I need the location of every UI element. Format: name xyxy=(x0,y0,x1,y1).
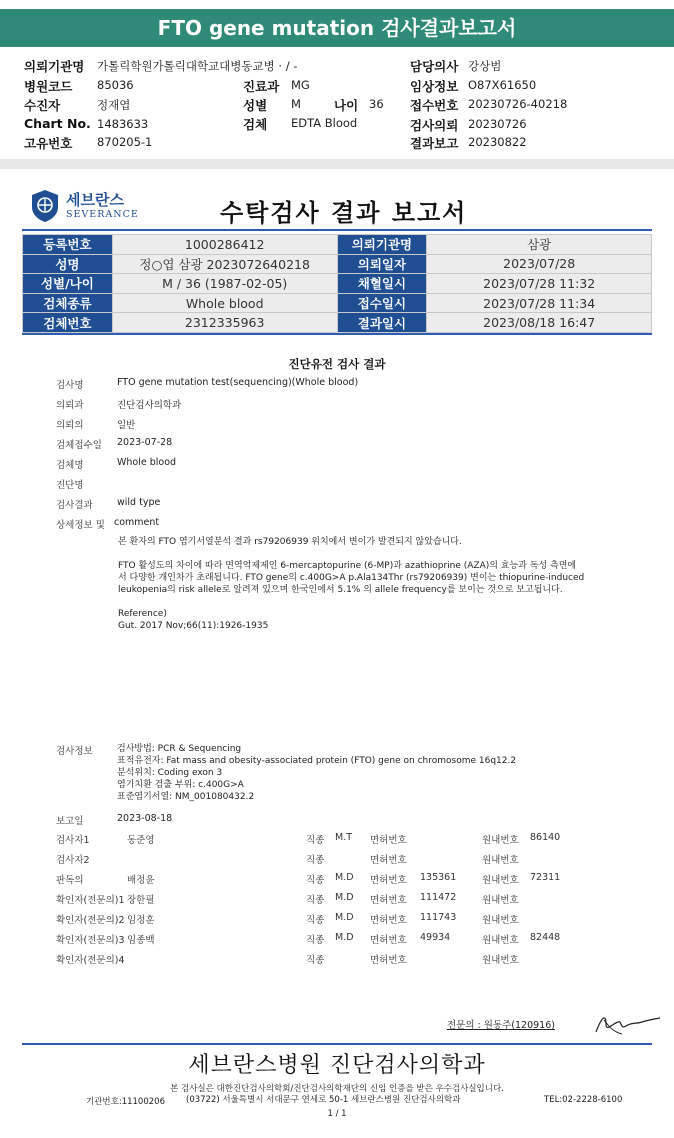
unique-id-label: 고유번호 xyxy=(24,136,73,151)
method-line: 검사방법: PCR & Sequencing xyxy=(117,744,242,754)
table-bottom-divider xyxy=(22,333,652,335)
signature-license-label: 면허번호 xyxy=(370,935,407,946)
signature-job-label: 직종 xyxy=(306,875,325,886)
comment-line: Reference) xyxy=(118,609,167,619)
signature-job: M.D xyxy=(335,872,354,883)
signature-id-label: 원내번호 xyxy=(482,935,519,946)
comment-line: Gut. 2017 Nov;66(11):1926-1935 xyxy=(118,621,269,631)
signature-id-label: 원내번호 xyxy=(482,875,519,886)
signature-license-label: 면허번호 xyxy=(370,895,407,906)
signature-license-label: 면허번호 xyxy=(370,835,407,846)
footer-title: 세브란스병원 진단검사의학과 xyxy=(188,1053,486,1078)
signature-job-label: 직종 xyxy=(306,855,325,866)
signature-role: 검사자2 xyxy=(56,855,90,866)
table-value-cell: 삼광 xyxy=(427,235,652,255)
table-value-cell: 2023/08/18 16:47 xyxy=(427,313,652,333)
method-line: 분석위치: Coding exon 3 xyxy=(117,768,223,778)
field-label: 검체접수일 xyxy=(56,440,102,451)
document-title: 수탁검사 결과 보고서 xyxy=(220,199,468,227)
table-value-cell: 정○엽 삼광 2023072640218 xyxy=(112,254,337,274)
method-line: 표적유전자: Fat mass and obesity-associated protein (FTO) gene on chromosome 16q12.2 xyxy=(117,756,517,766)
signature-license-label: 면허번호 xyxy=(370,955,407,966)
result-section-title: 진단유전 검사 결과 xyxy=(288,357,386,371)
signature-job: M.D xyxy=(335,912,354,923)
field-label: 검사결과 xyxy=(56,500,93,511)
signature-id-label: 원내번호 xyxy=(482,895,519,906)
field-label: 진단명 xyxy=(56,480,84,491)
doctor-value: 강상범 xyxy=(468,59,502,73)
method-label: 검사정보 xyxy=(56,746,93,757)
hospital-code-value: 85036 xyxy=(97,78,134,92)
field-label: 의뢰의 xyxy=(56,420,84,431)
table-row xyxy=(23,254,652,274)
sex-value: M xyxy=(291,97,301,111)
comment-line: FTO 활성도의 차이에 따라 면역억제제인 6-mercaptopurine (6-MP)과 azathioprine (AZA)의 효능과 독성 측면에 xyxy=(118,561,577,571)
table-header-cell: 접수일시 xyxy=(337,293,427,313)
signature-license-label: 면허번호 xyxy=(370,855,407,866)
address-text: (03722) 서울특별시 서대문구 연세로 50-1 세브란스병원 진단검사의학과 xyxy=(186,1095,461,1105)
field-value: 일반 xyxy=(117,420,136,431)
field-label: 검사명 xyxy=(56,380,84,391)
signature-id: 72311 xyxy=(530,872,561,883)
table-header-cell: 결과일시 xyxy=(337,313,427,333)
signature-name: 동준영 xyxy=(127,835,155,846)
signature-name: 임종백 xyxy=(127,935,155,946)
department-label: 진료과 xyxy=(243,79,280,94)
clinical-info-value: O87X61650 xyxy=(468,78,537,92)
field-value: Whole blood xyxy=(117,457,177,468)
signature-job: M.D xyxy=(335,892,354,903)
handwritten-signature-icon xyxy=(592,1010,662,1040)
table-value-cell: Whole blood xyxy=(112,293,337,313)
table-row xyxy=(23,274,652,294)
comment-block xyxy=(118,536,584,632)
comment-line xyxy=(118,596,584,608)
report-main-title: FTO gene mutation 검사결과보고서 xyxy=(0,9,674,47)
table-value-cell: 2023/07/28 11:34 xyxy=(427,293,652,313)
age-label: 나이 xyxy=(334,98,359,113)
table-row xyxy=(23,293,652,313)
comment-line xyxy=(118,548,584,560)
patient-label: 수진자 xyxy=(24,98,61,113)
signature-id-label: 원내번호 xyxy=(482,835,519,846)
method-line: 표준염기서열: NM_001080432.2 xyxy=(117,792,255,802)
chart-no-value: 1483633 xyxy=(97,117,149,131)
request-date-label: 검사의뢰 xyxy=(410,118,459,133)
field-value: FTO gene mutation test(sequencing)(Whole blood) xyxy=(117,377,359,388)
signature-role: 검사자1 xyxy=(56,835,90,846)
signature-name: 장한필 xyxy=(127,895,155,906)
table-row xyxy=(23,313,652,333)
specialist-name: 전문의 : 원동주(120916) xyxy=(447,1020,555,1031)
referring-institution-value: 가톨릭학원가톨릭대학교대병동교병 · / - xyxy=(97,59,298,73)
table-value-cell: 2023/07/28 11:32 xyxy=(427,274,652,294)
table-header-cell: 채혈일시 xyxy=(337,274,427,294)
method-block xyxy=(117,743,516,803)
signature-role: 확인자(전문의)3 xyxy=(56,935,125,946)
signature-license: 111743 xyxy=(420,912,457,923)
signature-id: 86140 xyxy=(530,832,561,843)
field-value: wild type xyxy=(117,497,161,508)
certification-text: 본 검사실은 대한진단검사의학회/진단검사의학재단의 신임 인증을 받은 우수검사실입니다. xyxy=(170,1084,504,1094)
signature-role: 확인자(전문의)4 xyxy=(56,955,125,966)
comment-line: 본 환자의 FTO 염기서열분석 결과 rs79206939 위치에서 변이가 발견되지 않았습니다. xyxy=(118,537,462,547)
table-header-cell: 등록번호 xyxy=(23,235,113,255)
signature-role: 확인자(전문의)2 xyxy=(56,915,125,926)
signature-id-label: 원내번호 xyxy=(482,915,519,926)
logo-korean-text: 세브란스 xyxy=(66,191,124,209)
signature-job-label: 직종 xyxy=(306,935,325,946)
table-header-cell: 검체종류 xyxy=(23,293,113,313)
table-header-cell: 검체번호 xyxy=(23,313,113,333)
signature-job-label: 직종 xyxy=(306,835,325,846)
department-value: MG xyxy=(291,78,310,92)
field-value: 진단검사의학과 xyxy=(117,400,182,411)
age-value: 36 xyxy=(369,97,384,111)
footer-divider xyxy=(22,1043,652,1045)
request-date-value: 20230726 xyxy=(468,117,527,131)
field-value: 2023-07-28 xyxy=(117,437,173,448)
signature-id-label: 원내번호 xyxy=(482,955,519,966)
signature-job-label: 직종 xyxy=(306,955,325,966)
signature-license: 111472 xyxy=(420,892,457,903)
title-divider xyxy=(22,229,652,231)
comment-line: 서 다양한 개인차가 초래됩니다. FTO gene의 c.400G>A p.Ala134Thr (rs79206939) 변이는 thiopurine-induced xyxy=(118,573,585,583)
unique-id-value: 870205-1 xyxy=(97,135,153,149)
signature-id-label: 원내번호 xyxy=(482,855,519,866)
patient-info-table xyxy=(22,234,652,333)
report-date-value: 2023-08-18 xyxy=(117,813,173,824)
signature-id: 82448 xyxy=(530,932,561,943)
signature-license: 135361 xyxy=(420,872,457,883)
result-report-value: 20230822 xyxy=(468,135,527,149)
sex-label: 성별 xyxy=(243,98,268,113)
chart-no-label: Chart No. xyxy=(24,116,91,131)
signature-job: M.D xyxy=(335,932,354,943)
receipt-number-label: 접수번호 xyxy=(410,98,459,113)
table-header-cell: 성별/나이 xyxy=(23,274,113,294)
table-value-cell: 2023/07/28 xyxy=(427,254,652,274)
signature-job-label: 직종 xyxy=(306,915,325,926)
table-value-cell: 1000286412 xyxy=(112,235,337,255)
result-report-label: 결과보고 xyxy=(410,136,459,151)
clinical-info-label: 임상정보 xyxy=(410,79,459,94)
signature-job: M.T xyxy=(335,832,353,843)
field-value: comment xyxy=(114,517,160,528)
patient-value: 정재엽 xyxy=(97,98,131,112)
logo-english-text: SEVERANCE xyxy=(66,209,139,220)
table-header-cell: 의뢰기관명 xyxy=(337,235,427,255)
severance-logo xyxy=(30,188,139,224)
signature-role: 확인자(전문의)1 xyxy=(56,895,125,906)
specimen-label: 검체 xyxy=(243,117,268,132)
table-value-cell: M / 36 (1987-02-05) xyxy=(112,274,337,294)
tel-text: TEL:02-2228-6100 xyxy=(544,1095,623,1105)
page-number: 1 / 1 xyxy=(327,1109,347,1119)
hospital-code-label: 병원코드 xyxy=(24,79,73,94)
signature-license-label: 면허번호 xyxy=(370,875,407,886)
shield-emblem-icon xyxy=(30,189,60,223)
specimen-value: EDTA Blood xyxy=(291,116,358,130)
institution-code: 기관번호:11100206 xyxy=(86,1097,165,1107)
signature-job-label: 직종 xyxy=(306,895,325,906)
method-line: 염기치환 검출 부위: c.400G>A xyxy=(117,780,244,790)
signature-license: 49934 xyxy=(420,932,451,943)
field-label: 상세정보 및 xyxy=(56,520,105,531)
table-value-cell: 2312335963 xyxy=(112,313,337,333)
table-header-cell: 의뢰일자 xyxy=(337,254,427,274)
table-row xyxy=(23,235,652,255)
table-header-cell: 성명 xyxy=(23,254,113,274)
signature-license-label: 면허번호 xyxy=(370,915,407,926)
signature-name: 임정훈 xyxy=(127,915,155,926)
report-date-label: 보고일 xyxy=(56,816,84,827)
receipt-number-value: 20230726-40218 xyxy=(468,97,568,111)
field-label: 검체명 xyxy=(56,460,84,471)
field-label: 의뢰과 xyxy=(56,400,84,411)
comment-line: leukopenia의 risk allele로 알려져 있으며 한국인에서 5.1% 의 allele frequency를 보이는 것으로 보고됩니다. xyxy=(118,585,563,595)
doctor-label: 담당의사 xyxy=(410,59,459,74)
signature-name: 배정윤 xyxy=(127,875,155,886)
signature-role: 판독의 xyxy=(56,875,84,886)
page-separator-band xyxy=(0,159,674,169)
referring-institution-label: 의뢰기관명 xyxy=(24,59,85,74)
